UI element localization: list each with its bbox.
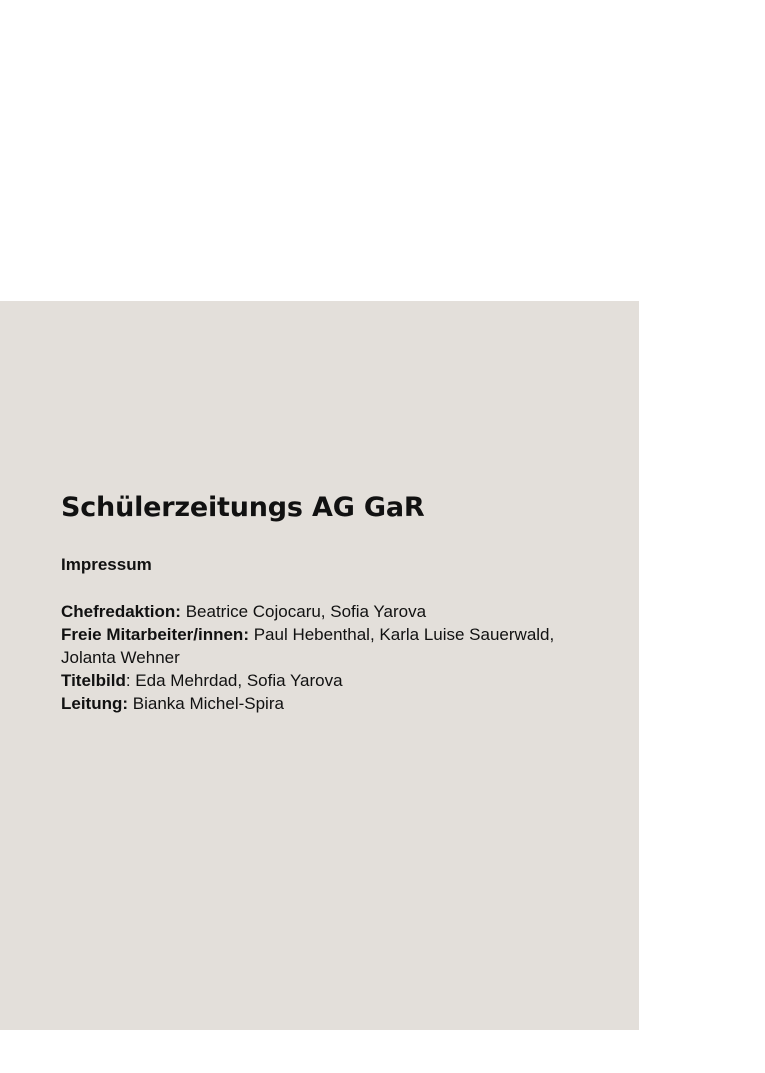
credit-line-leitung [61, 692, 591, 715]
section-heading-impressum: Impressum [61, 555, 152, 574]
credit-value: Bianka Michel-Spira [128, 694, 284, 713]
credit-line-titelbild [61, 669, 591, 692]
credit-label: Leitung: [61, 694, 129, 713]
credit-label: Titelbild [61, 671, 126, 690]
credit-value: : Eda Mehrdad, Sofia Yarova [125, 671, 343, 690]
credit-label: Freie Mitarbeiter/innen: [61, 625, 249, 644]
credit-line-chefredaktion [61, 600, 591, 623]
credit-value: Beatrice Cojocaru, Sofia Yarova [180, 602, 427, 621]
credit-label: Chefredaktion: [61, 602, 181, 621]
credit-line-freie-mitarbeiter [61, 623, 591, 669]
credit-value: Paul Hebenthal, Karla Luise Sauerwald, Jolanta Wehner [61, 625, 555, 667]
credits-list [61, 600, 591, 715]
page-title: Schülerzeitungs AG GaR [61, 492, 425, 523]
